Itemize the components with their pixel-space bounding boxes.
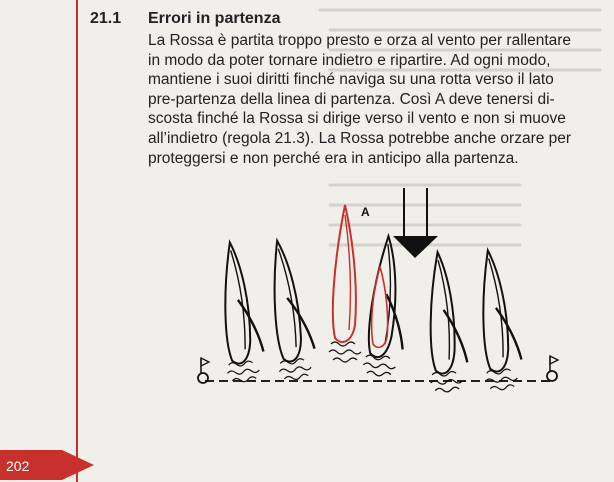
boat [214, 240, 266, 383]
red-boat [329, 205, 361, 362]
boat [422, 251, 470, 393]
boat-a-outline [372, 267, 388, 347]
flag-buoy-icon [547, 356, 558, 381]
boat [472, 248, 524, 391]
boat [261, 238, 318, 382]
body-line: proteggersi e non perché era in anticipo alla partenza. [148, 149, 519, 167]
body-line: in modo da poter tornare indietro e ripartire. Ad ogni modo, [148, 51, 551, 69]
wind-arrow-icon [393, 188, 438, 258]
body-line: mantiene i suoi diritti finché naviga su una rotta verso il lato [148, 71, 554, 89]
section-number: 21.1 [90, 10, 122, 27]
body-line: all’indietro (regola 21.3). La Rossa potrebbe anche orzare per [148, 129, 572, 147]
section-title: Errori in partenza [148, 10, 281, 27]
flag-buoy-icon [198, 358, 209, 383]
boat-label: A [361, 205, 370, 219]
body-line: pre-partenza della linea di partenza. Così A deve tenersi di- [148, 90, 555, 108]
body-line: scosta finché la Rossa si dirige verso il vento e non si muove [148, 110, 566, 128]
page-number: 202 [6, 458, 30, 474]
body-line: La Rossa è partita troppo presto e orza al vento per rallentare [148, 32, 572, 49]
